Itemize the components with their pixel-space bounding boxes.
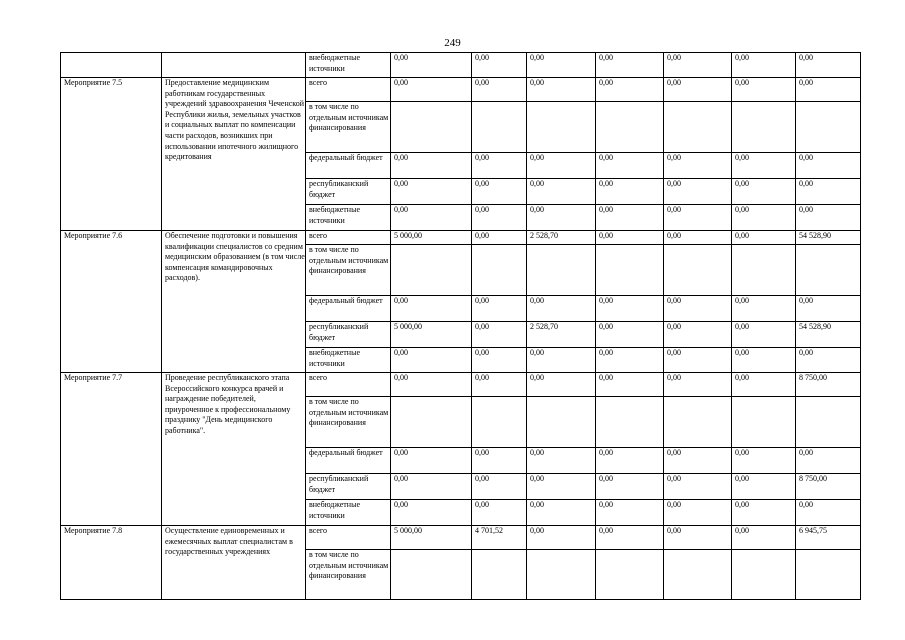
value-cell: 0,00 [664, 296, 732, 322]
value-cell: 0,00 [391, 78, 472, 102]
value-cell: 0,00 [596, 500, 664, 526]
description-cell: Осуществление единовременных и ежемесячных выплат специалистам в государственных учреждениях [162, 526, 306, 600]
category-cell: республиканский бюджет [306, 474, 391, 500]
value-cell: 0,00 [527, 179, 596, 205]
category-cell: в том числе по отдельным источникам финансирования [306, 397, 391, 448]
value-cell: 0,00 [596, 78, 664, 102]
value-cell: 0,00 [664, 373, 732, 397]
value-cell: 2 528,70 [527, 231, 596, 245]
value-cell: 5 000,00 [391, 322, 472, 348]
value-cell: 0,00 [796, 78, 861, 102]
value-cell [664, 245, 732, 296]
value-cell: 0,00 [472, 474, 527, 500]
value-cell: 0,00 [732, 348, 796, 373]
value-cell: 0,00 [472, 448, 527, 474]
value-cell: 0,00 [796, 296, 861, 322]
value-cell: 0,00 [664, 231, 732, 245]
value-cell: 0,00 [732, 322, 796, 348]
value-cell: 0,00 [527, 78, 596, 102]
table-row [61, 53, 861, 78]
measure-cell: Мероприятие 7.8 [61, 526, 162, 600]
value-cell [596, 397, 664, 448]
value-cell: 0,00 [664, 153, 732, 179]
value-cell: 0,00 [596, 526, 664, 550]
value-cell: 0,00 [732, 296, 796, 322]
value-cell [732, 550, 796, 600]
value-cell: 0,00 [796, 205, 861, 231]
value-cell: 0,00 [732, 78, 796, 102]
description-cell: Обеспечение подготовки и повышения квалификации специалистов со средним медицинским образованием (в том числе компенсация командировочных расходов). [162, 231, 306, 373]
value-cell: 0,00 [527, 526, 596, 550]
category-cell: республиканский бюджет [306, 322, 391, 348]
value-cell: 0,00 [796, 153, 861, 179]
value-cell: 0,00 [391, 348, 472, 373]
value-cell: 0,00 [391, 53, 472, 78]
value-cell: 0,00 [596, 373, 664, 397]
value-cell: 0,00 [796, 448, 861, 474]
category-cell: федеральный бюджет [306, 153, 391, 179]
value-cell [391, 102, 472, 153]
value-cell: 0,00 [732, 53, 796, 78]
category-cell: в том числе по отдельным источникам финансирования [306, 550, 391, 600]
value-cell [391, 245, 472, 296]
value-cell [664, 102, 732, 153]
value-cell: 0,00 [732, 500, 796, 526]
value-cell: 0,00 [391, 179, 472, 205]
table-row [61, 526, 861, 550]
category-cell: всего [306, 373, 391, 397]
value-cell: 0,00 [732, 205, 796, 231]
category-cell: внебюджетные источники [306, 53, 391, 78]
description-cell: Предоставление медицинским работникам государственных учреждений здравоохранения Чеченской Республики жилья, земельных участков и социальных выплат по компенсации части расходов, возникших при использовании ипотечного жилищного кредитования [162, 78, 306, 231]
value-cell: 0,00 [527, 448, 596, 474]
measure-cell: Мероприятие 7.7 [61, 373, 162, 526]
category-cell: федеральный бюджет [306, 296, 391, 322]
value-cell: 0,00 [596, 474, 664, 500]
value-cell: 0,00 [472, 373, 527, 397]
value-cell: 0,00 [732, 373, 796, 397]
value-cell [472, 550, 527, 600]
value-cell [472, 102, 527, 153]
value-cell [596, 102, 664, 153]
value-cell: 54 528,90 [796, 231, 861, 245]
category-cell: внебюджетные источники [306, 205, 391, 231]
value-cell [527, 397, 596, 448]
value-cell: 0,00 [664, 322, 732, 348]
value-cell: 0,00 [664, 348, 732, 373]
value-cell [391, 397, 472, 448]
value-cell [796, 245, 861, 296]
value-cell: 0,00 [391, 474, 472, 500]
table-body [61, 53, 861, 600]
value-cell: 0,00 [732, 179, 796, 205]
value-cell: 0,00 [732, 153, 796, 179]
value-cell: 0,00 [796, 500, 861, 526]
description-cell: Проведение республиканского этапа Всероссийского конкурса врачей и награждение победителей, приуроченное к профессиональному празднику "День медицинского работника". [162, 373, 306, 526]
category-cell: всего [306, 526, 391, 550]
value-cell: 54 528,90 [796, 322, 861, 348]
value-cell: 0,00 [596, 296, 664, 322]
value-cell: 0,00 [732, 526, 796, 550]
value-cell: 0,00 [664, 474, 732, 500]
value-cell [796, 550, 861, 600]
value-cell: 0,00 [472, 296, 527, 322]
value-cell [472, 245, 527, 296]
value-cell: 0,00 [391, 153, 472, 179]
value-cell: 0,00 [796, 53, 861, 78]
value-cell [527, 550, 596, 600]
value-cell: 0,00 [391, 448, 472, 474]
value-cell [732, 397, 796, 448]
value-cell: 0,00 [472, 153, 527, 179]
value-cell: 0,00 [596, 448, 664, 474]
value-cell: 0,00 [527, 474, 596, 500]
value-cell: 0,00 [527, 205, 596, 231]
table-row [61, 373, 861, 397]
value-cell: 0,00 [664, 448, 732, 474]
table-row [61, 231, 861, 245]
value-cell [596, 550, 664, 600]
value-cell: 0,00 [596, 179, 664, 205]
category-cell: в том числе по отдельным источникам финансирования [306, 245, 391, 296]
value-cell [527, 245, 596, 296]
value-cell: 0,00 [391, 296, 472, 322]
value-cell [664, 397, 732, 448]
value-cell: 5 000,00 [391, 526, 472, 550]
value-cell: 0,00 [472, 205, 527, 231]
value-cell: 2 528,70 [527, 322, 596, 348]
value-cell: 0,00 [664, 53, 732, 78]
value-cell: 4 701,52 [472, 526, 527, 550]
category-cell: в том числе по отдельным источникам финансирования [306, 102, 391, 153]
value-cell [527, 102, 596, 153]
value-cell [732, 102, 796, 153]
value-cell: 0,00 [732, 231, 796, 245]
value-cell: 5 000,00 [391, 231, 472, 245]
value-cell: 0,00 [796, 348, 861, 373]
value-cell [796, 102, 861, 153]
measure-cell: Мероприятие 7.6 [61, 231, 162, 373]
value-cell: 0,00 [527, 348, 596, 373]
value-cell: 0,00 [596, 231, 664, 245]
value-cell: 6 945,75 [796, 526, 861, 550]
category-cell: республиканский бюджет [306, 179, 391, 205]
value-cell: 0,00 [732, 474, 796, 500]
value-cell: 0,00 [472, 500, 527, 526]
category-cell: всего [306, 231, 391, 245]
value-cell: 0,00 [527, 296, 596, 322]
value-cell: 0,00 [664, 179, 732, 205]
value-cell: 0,00 [596, 348, 664, 373]
value-cell: 0,00 [527, 373, 596, 397]
category-cell: внебюджетные источники [306, 500, 391, 526]
value-cell [391, 550, 472, 600]
budget-table [60, 52, 861, 600]
value-cell: 0,00 [664, 526, 732, 550]
page-number: 249 [444, 37, 461, 49]
value-cell: 0,00 [596, 205, 664, 231]
value-cell: 0,00 [596, 322, 664, 348]
value-cell: 0,00 [472, 53, 527, 78]
value-cell [796, 397, 861, 448]
value-cell: 8 750,00 [796, 474, 861, 500]
value-cell: 0,00 [664, 205, 732, 231]
value-cell: 0,00 [596, 153, 664, 179]
value-cell: 0,00 [472, 322, 527, 348]
value-cell: 0,00 [472, 78, 527, 102]
value-cell [596, 245, 664, 296]
value-cell: 0,00 [664, 78, 732, 102]
value-cell: 0,00 [664, 500, 732, 526]
value-cell: 0,00 [527, 500, 596, 526]
value-cell: 0,00 [472, 179, 527, 205]
value-cell [472, 397, 527, 448]
value-cell: 0,00 [391, 373, 472, 397]
value-cell [664, 550, 732, 600]
value-cell: 0,00 [596, 53, 664, 78]
category-cell: федеральный бюджет [306, 448, 391, 474]
value-cell: 0,00 [391, 500, 472, 526]
value-cell [732, 245, 796, 296]
value-cell: 8 750,00 [796, 373, 861, 397]
table-row [61, 78, 861, 102]
value-cell: 0,00 [796, 179, 861, 205]
value-cell: 0,00 [527, 153, 596, 179]
value-cell: 0,00 [472, 348, 527, 373]
value-cell: 0,00 [527, 53, 596, 78]
category-cell: внебюджетные источники [306, 348, 391, 373]
description-cell [162, 53, 306, 78]
measure-cell: Мероприятие 7.5 [61, 78, 162, 231]
category-cell: всего [306, 78, 391, 102]
measure-cell [61, 53, 162, 78]
value-cell: 0,00 [732, 448, 796, 474]
value-cell: 0,00 [472, 231, 527, 245]
value-cell: 0,00 [391, 205, 472, 231]
